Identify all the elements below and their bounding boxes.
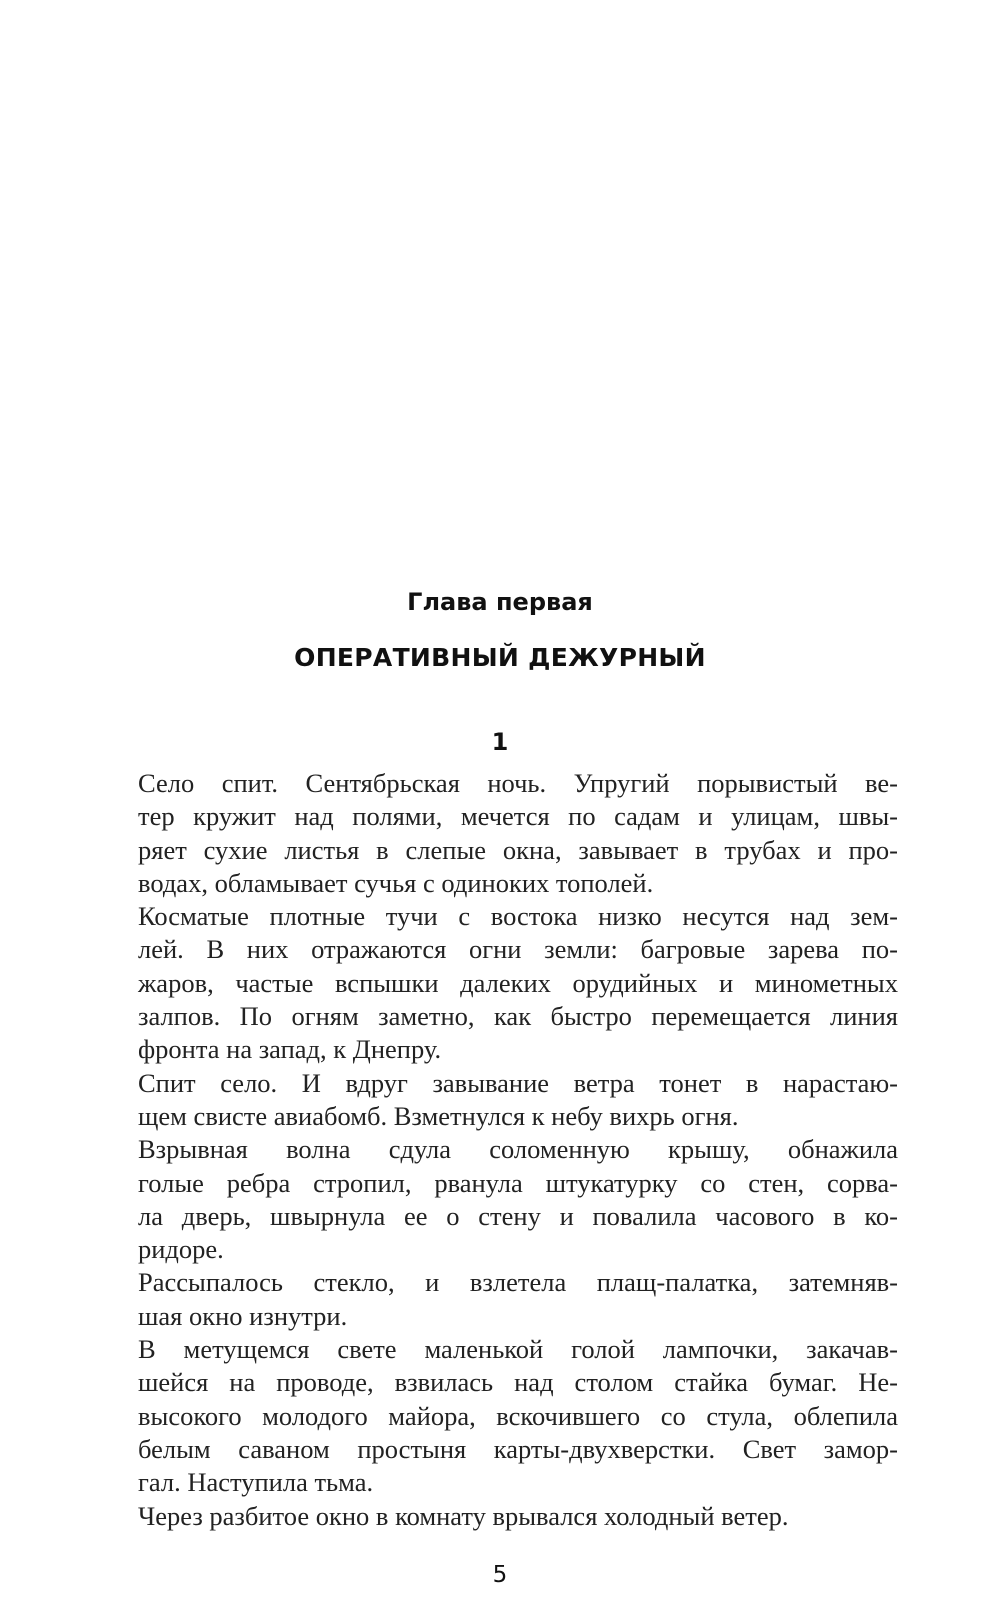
text-line: шейся на проводе, взвилась над столом стайка бумаг. Не- <box>138 1367 898 1398</box>
paragraph <box>138 767 898 900</box>
text-line: залпов. По огням заметно, как быстро перемещается линия <box>138 1001 898 1032</box>
text-line: Село спит. Сентябрьская ночь. Упругий порывистый ве- <box>138 768 898 798</box>
text-line: ряет сухие листья в слепые окна, завывает в трубах и про- <box>138 834 898 865</box>
text-line: В метущемся свете маленькой голой лампочки, закачав- <box>138 1334 898 1365</box>
text-line: высокого молодого майора, вскочившего со стула, облепила <box>138 1400 898 1431</box>
text-line: ридоре. <box>138 1234 224 1265</box>
body-text <box>138 767 898 1533</box>
paragraph <box>138 1333 898 1499</box>
text-line: Взрывная волна сдула соломенную крышу, обнажила <box>138 1134 898 1165</box>
text-line: водах, обламывает сучья с одиноких тополей. <box>138 867 654 898</box>
text-line: шая окно изнутри. <box>138 1300 348 1331</box>
text-line: Через разбитое окно в комнату врывался холодный ветер. <box>138 1500 789 1531</box>
text-line: Спит село. И вдруг завывание ветра тонет в нарастаю- <box>138 1067 898 1098</box>
text-line: голые ребра стропил, рванула штукатурку со стен, сорва- <box>138 1167 898 1198</box>
text-line: лей. В них отражаются огни земли: багровые зарева по- <box>138 934 898 965</box>
paragraph <box>138 1133 898 1266</box>
text-line: ла дверь, швырнула ее о стену и повалила часового в ко- <box>138 1200 898 1231</box>
chapter-label: Глава первая <box>407 588 593 616</box>
text-line: гал. Наступила тьма. <box>138 1467 374 1498</box>
section-number: 1 <box>491 728 509 756</box>
paragraph <box>138 1067 898 1134</box>
text-line: Рассыпалось стекло, и взлетела плащ-палатка, затемняв- <box>138 1267 898 1298</box>
text-line: щем свисте авиабомб. Взметнулся к небу вихрь огня. <box>138 1100 739 1131</box>
chapter-title: ОПЕРАТИВНЫЙ ДЕЖУРНЫЙ <box>294 643 706 672</box>
text-line: Косматые плотные тучи с востока низко несутся над зем- <box>138 901 898 932</box>
text-line: белым саваном простыня карты-двухверстки. Свет замор- <box>138 1433 898 1464</box>
paragraph <box>138 900 898 1066</box>
paragraph <box>138 1266 898 1333</box>
text-line: тер кружит над полями, мечется по садам и улицам, швы- <box>138 801 898 832</box>
page-number: 5 <box>492 1562 508 1588</box>
paragraph <box>138 1500 898 1533</box>
text-line: фронта на запад, к Днепру. <box>138 1034 442 1065</box>
text-line: жаров, частые вспышки далеких орудийных и минометных <box>138 967 898 998</box>
